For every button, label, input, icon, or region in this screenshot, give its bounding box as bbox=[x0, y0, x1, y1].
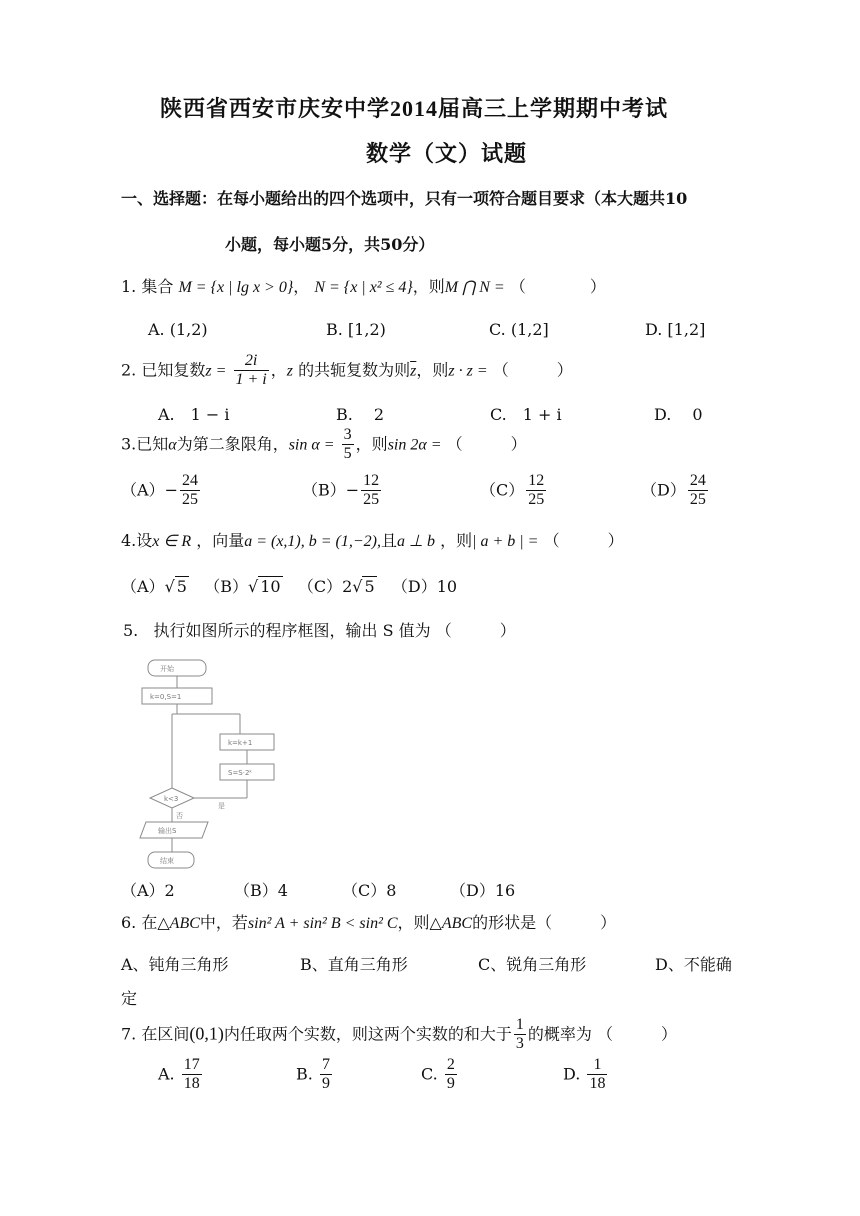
fraction-numerator: 17 bbox=[182, 1056, 202, 1075]
option-b: B. 2 bbox=[336, 405, 385, 424]
fraction-numerator: 1 bbox=[514, 1016, 526, 1035]
page-title-line2: 数学（文）试题 bbox=[366, 141, 528, 166]
fraction-numerator: 2 bbox=[445, 1056, 457, 1075]
triangle-name: ABC bbox=[169, 915, 200, 932]
fraction-numerator: 1 bbox=[587, 1056, 607, 1075]
fraction bbox=[587, 1056, 607, 1094]
question-7 bbox=[121, 1016, 677, 1054]
option-d bbox=[563, 1056, 609, 1094]
option-value: 5 bbox=[176, 577, 187, 596]
option-a: A. (1,2) bbox=[148, 320, 208, 339]
option-c bbox=[421, 1056, 459, 1094]
fraction-denominator: 25 bbox=[363, 491, 380, 509]
sqrt-symbol: √ bbox=[352, 577, 363, 596]
option-label: （D） bbox=[641, 480, 686, 500]
inequality: sin² A + sin² B < sin² C bbox=[247, 915, 398, 932]
fraction-denominator: 25 bbox=[528, 491, 545, 509]
question-number: 1. bbox=[121, 277, 137, 296]
option-d: D. [1,2] bbox=[645, 320, 706, 339]
option-b: B. [1,2) bbox=[326, 320, 386, 339]
option-a: （A）2 bbox=[121, 881, 175, 900]
page-title-line1: 陕西省西安市庆安中学2014届高三上学期期中考试 bbox=[160, 96, 669, 121]
flowchart-no-label: 是 bbox=[218, 802, 225, 810]
flowchart-start-label: 开始 bbox=[160, 665, 174, 673]
fraction-denominator: 18 bbox=[183, 1075, 200, 1093]
math-expression: M ⋂ N = bbox=[444, 279, 505, 296]
option-label: （B） bbox=[302, 480, 346, 500]
question-text: 执行如图所示的程序框图，输出 S 值为 bbox=[153, 621, 431, 640]
sqrt-symbol: √ bbox=[247, 577, 259, 596]
question-text: 为第二象限角， bbox=[176, 434, 289, 454]
perpendicular-condition: a ⊥ b bbox=[397, 533, 435, 550]
option-label: D. bbox=[563, 1064, 581, 1084]
question-text: 设 bbox=[136, 531, 153, 550]
question-number: 7. bbox=[121, 1024, 137, 1044]
option-d: （D）16 bbox=[450, 881, 516, 900]
question-5 bbox=[123, 618, 516, 641]
question-text: 内任取两个实数，则这两个实数的和大于 bbox=[223, 1024, 512, 1044]
question-text: ，则 bbox=[412, 277, 445, 296]
fraction-numerator: 24 bbox=[180, 472, 200, 491]
flowchart-output-label: 输出S bbox=[158, 827, 177, 835]
option-d: D. 0 bbox=[654, 405, 703, 424]
option-d: D、不能确 bbox=[655, 955, 732, 974]
flowchart-init-label: k=0,S=1 bbox=[150, 693, 182, 701]
answer-blank: （ ） bbox=[597, 1024, 678, 1044]
conjugate-variable: $\overline{z}$ bbox=[410, 362, 417, 380]
answer-blank: （ ） bbox=[435, 621, 516, 640]
answer-blank: （ ） bbox=[543, 531, 624, 550]
question-text: ，则 bbox=[355, 434, 388, 454]
option-a: A、钝角三角形 bbox=[121, 955, 229, 974]
option-value: 10 bbox=[260, 577, 281, 596]
question-text: ，向量 bbox=[196, 531, 245, 550]
option-label: （B） bbox=[204, 577, 248, 596]
option-a: A. 1 − i bbox=[158, 405, 230, 424]
question-text: 在区间 bbox=[141, 1024, 190, 1044]
option-c bbox=[480, 472, 548, 510]
fraction bbox=[526, 472, 546, 510]
question-text: ，则 bbox=[416, 360, 449, 380]
question-text: ，则△ bbox=[397, 913, 442, 932]
option-c: （C）8 bbox=[342, 881, 397, 900]
question-text: 集合 bbox=[141, 277, 174, 296]
question-text: 已知 bbox=[136, 434, 169, 454]
question-text: 且 bbox=[381, 531, 398, 550]
question-6 bbox=[121, 910, 616, 933]
option-d bbox=[641, 472, 710, 510]
option-sign: − bbox=[345, 480, 360, 500]
math-expression: z · z = bbox=[448, 362, 488, 380]
option-label: （C） bbox=[297, 577, 343, 596]
answer-blank: （ ） bbox=[492, 360, 573, 380]
fraction-numerator: 2i bbox=[234, 352, 269, 371]
fraction bbox=[342, 426, 354, 464]
question-text: 的形状是（ ） bbox=[472, 913, 617, 932]
answer-blank: （ ） bbox=[446, 434, 527, 454]
interval: (0,1) bbox=[189, 1023, 224, 1044]
math-expression: sin 2α = bbox=[387, 436, 442, 454]
triangle-name: ABC bbox=[441, 915, 473, 932]
flowchart-update-s-label: S=S·2ᵏ bbox=[228, 769, 253, 777]
question-text: 的共轭复数为则 bbox=[298, 360, 411, 380]
option-b: B、直角三角形 bbox=[300, 955, 408, 974]
fraction bbox=[361, 472, 381, 510]
fraction-numerator: 3 bbox=[342, 426, 354, 445]
fraction bbox=[180, 472, 200, 510]
answer-blank: （ ） bbox=[509, 277, 606, 296]
fraction bbox=[182, 1056, 202, 1094]
question-number: 5. bbox=[123, 621, 139, 640]
question-4 bbox=[121, 528, 624, 551]
option-b bbox=[296, 1056, 334, 1094]
set-m: M = {x | lg x > 0} bbox=[178, 279, 294, 296]
question-text: 已知复数 bbox=[141, 360, 206, 380]
option-value: 2 bbox=[342, 577, 353, 596]
section-heading-line1: 一、选择题：在每小题给出的四个选项中，只有一项符合题目要求（本大题共10 bbox=[121, 189, 688, 208]
fraction bbox=[234, 352, 269, 390]
option-c: C. 1 + i bbox=[490, 405, 562, 424]
question-number: 3. bbox=[121, 434, 137, 454]
option-label: （D） bbox=[391, 577, 437, 596]
option-value: 5 bbox=[364, 577, 375, 596]
sqrt-symbol: √ bbox=[164, 577, 175, 596]
question-4-options bbox=[121, 574, 457, 597]
flowchart-yes-label: 否 bbox=[176, 812, 183, 820]
option-c: C. (1,2] bbox=[489, 320, 549, 339]
question-text: 中，若 bbox=[199, 913, 248, 932]
fraction-denominator: 18 bbox=[589, 1075, 606, 1093]
section-heading-line2: 小题，每小题5分，共50分） bbox=[225, 235, 435, 254]
math-expression: z = bbox=[205, 362, 227, 380]
fraction bbox=[688, 472, 708, 510]
question-number: 6. bbox=[121, 913, 137, 932]
question-text: 在△ bbox=[141, 913, 170, 932]
option-b bbox=[302, 472, 383, 510]
option-d-wrap: 定 bbox=[121, 989, 138, 1008]
option-sign: − bbox=[164, 480, 178, 500]
fraction bbox=[514, 1016, 526, 1054]
option-label: C. bbox=[421, 1064, 438, 1084]
option-b: （B）4 bbox=[234, 881, 288, 900]
fraction-numerator: 12 bbox=[361, 472, 381, 491]
question-text: 的概率为 bbox=[527, 1024, 592, 1044]
fraction bbox=[445, 1056, 457, 1094]
option-a bbox=[121, 472, 202, 510]
question-text: ，则 bbox=[440, 531, 473, 550]
flowchart-condition-label: k<3 bbox=[164, 795, 179, 803]
question-3 bbox=[121, 426, 527, 464]
program-flowchart bbox=[128, 652, 288, 876]
option-label: A. bbox=[158, 1064, 175, 1084]
fraction-denominator: 1 + i bbox=[235, 371, 267, 389]
fraction-denominator: 3 bbox=[515, 1035, 524, 1053]
math-expression: sin α = bbox=[288, 436, 335, 454]
option-value: 10 bbox=[436, 577, 458, 596]
vector-definitions: a = (x,1), b = (1,−2), bbox=[244, 533, 382, 550]
fraction-denominator: 9 bbox=[321, 1075, 330, 1093]
fraction-denominator: 5 bbox=[343, 445, 352, 463]
fraction bbox=[320, 1056, 332, 1094]
variable: z bbox=[286, 362, 293, 380]
flowchart-update-k-label: k=k+1 bbox=[228, 739, 253, 747]
variable: α bbox=[168, 436, 177, 454]
option-a bbox=[158, 1056, 204, 1094]
math-expression: | a + b | = bbox=[472, 533, 539, 550]
option-label: （A） bbox=[121, 577, 165, 596]
option-label: B. bbox=[296, 1064, 313, 1084]
option-label: （A） bbox=[121, 480, 165, 500]
fraction-denominator: 9 bbox=[446, 1075, 455, 1093]
fraction-denominator: 25 bbox=[181, 491, 198, 509]
option-c: C、锐角三角形 bbox=[478, 955, 587, 974]
option-label: （C） bbox=[480, 480, 525, 500]
question-text: ， bbox=[270, 360, 287, 380]
fraction-denominator: 25 bbox=[689, 491, 706, 509]
fraction-numerator: 24 bbox=[688, 472, 708, 491]
question-number: 2. bbox=[121, 360, 137, 380]
question-2 bbox=[121, 352, 573, 390]
math-expression: x ∈ R bbox=[152, 533, 192, 550]
fraction-numerator: 12 bbox=[526, 472, 546, 491]
set-n: N = {x | x² ≤ 4} bbox=[314, 279, 413, 296]
fraction-numerator: 7 bbox=[320, 1056, 332, 1075]
question-1: 1. 集合 M = {x | lg x > 0}， N = {x | x² ≤ 4}，则M ⋂ N = （ ） bbox=[121, 277, 606, 296]
flowchart-start bbox=[148, 660, 206, 676]
question-number: 4. bbox=[121, 531, 137, 550]
flowchart-end-label: 结束 bbox=[160, 857, 174, 865]
